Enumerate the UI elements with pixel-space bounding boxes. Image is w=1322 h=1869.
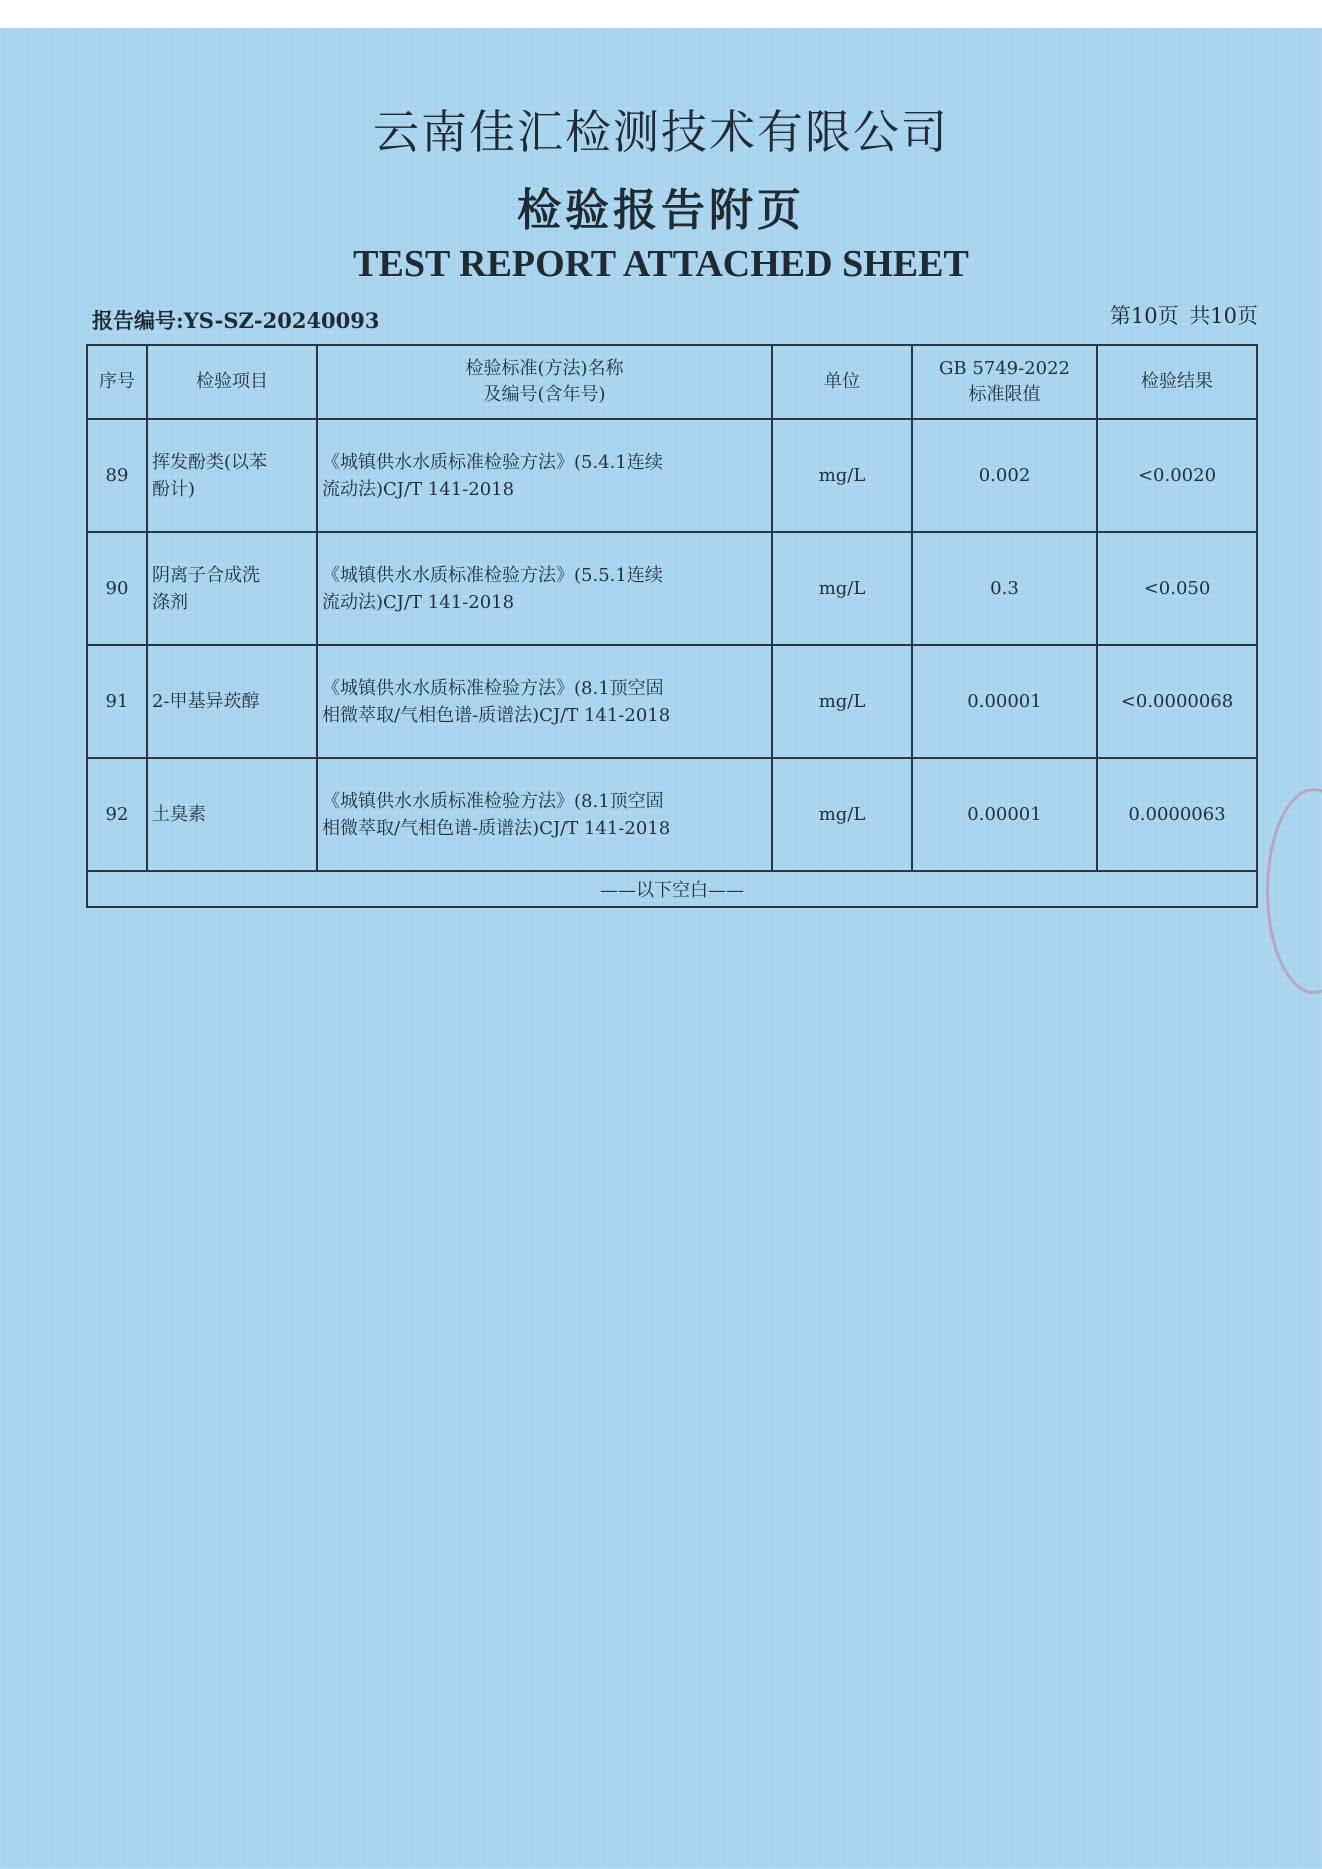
col-header-result: 检验结果 [1097,345,1257,419]
cell-unit: mg/L [772,419,912,532]
col-header-item: 检验项目 [147,345,317,419]
cell-method-line2: 流动法)CJ/T 141-2018 [322,478,515,500]
cell-result: 0.0000063 [1097,758,1257,871]
cell-method-line2: 相微萃取/气相色谱-质谱法)CJ/T 141-2018 [322,817,671,839]
col-header-limit-line2: 标准限值 [968,384,1041,405]
blank-below-note: ——以下空白—— [87,871,1257,907]
cell-method [317,532,772,645]
cell-method-line1: 《城镇供水水质标准检验方法》(5.5.1连续 [322,564,663,586]
cell-item-line1: 2-甲基异莰醇 [152,691,260,712]
cell-seq: 90 [87,532,147,645]
cell-item-line1: 阴离子合成洗 [152,564,260,586]
cell-seq: 92 [87,758,147,871]
cell-limit: 0.002 [912,419,1097,532]
col-header-method [317,345,772,419]
table-row [87,645,1257,758]
table-footer-row [87,871,1257,907]
table-header-row [87,345,1257,419]
cell-item [147,645,317,758]
report-title-en: TEST REPORT ATTACHED SHEET [353,243,969,285]
report-number: 报告编号:YS-SZ-20240093 [92,308,380,333]
cell-method [317,419,772,532]
cell-limit: 0.00001 [912,758,1097,871]
cell-limit: 0.00001 [912,645,1097,758]
cell-seq: 89 [87,419,147,532]
cell-result: <0.0000068 [1097,645,1257,758]
cell-unit: mg/L [772,645,912,758]
cell-seq: 91 [87,645,147,758]
col-header-method-line1: 检验标准(方法)名称 [465,358,624,379]
seal-stamp [1266,788,1322,994]
cell-method [317,645,772,758]
col-header-seq: 序号 [87,345,147,419]
cell-item [147,419,317,532]
cell-method [317,758,772,871]
table-row [87,758,1257,871]
cell-result: <0.050 [1097,532,1257,645]
cell-method-line1: 《城镇供水水质标准检验方法》(8.1顶空固 [322,790,664,812]
cell-item-line2: 酚计) [152,478,196,500]
cell-method-line2: 相微萃取/气相色谱-质谱法)CJ/T 141-2018 [322,704,671,726]
company-title: 云南佳汇检测技术有限公司 [373,105,949,159]
cell-item-line1: 挥发酚类(以苯 [152,451,268,473]
col-header-limit [912,345,1097,419]
cell-item [147,532,317,645]
cell-method-line2: 流动法)CJ/T 141-2018 [322,591,515,613]
results-table [86,344,1258,908]
table-row [87,419,1257,532]
col-header-method-line2: 及编号(含年号) [483,384,606,405]
cell-item-line1: 土臭素 [152,804,206,825]
cell-result: <0.0020 [1097,419,1257,532]
table-row [87,532,1257,645]
cell-method-line1: 《城镇供水水质标准检验方法》(5.4.1连续 [322,451,663,473]
col-header-unit: 单位 [772,345,912,419]
cell-unit: mg/L [772,532,912,645]
cell-method-line1: 《城镇供水水质标准检验方法》(8.1顶空固 [322,677,664,699]
col-header-limit-line1: GB 5749-2022 [938,358,1071,379]
cell-item-line2: 涤剂 [152,591,188,613]
page-info: 第10页 共10页 [1109,304,1258,328]
cell-item [147,758,317,871]
report-sheet [0,28,1322,1869]
report-subtitle: 检验报告附页 [517,185,805,236]
cell-limit: 0.3 [912,532,1097,645]
cell-unit: mg/L [772,758,912,871]
